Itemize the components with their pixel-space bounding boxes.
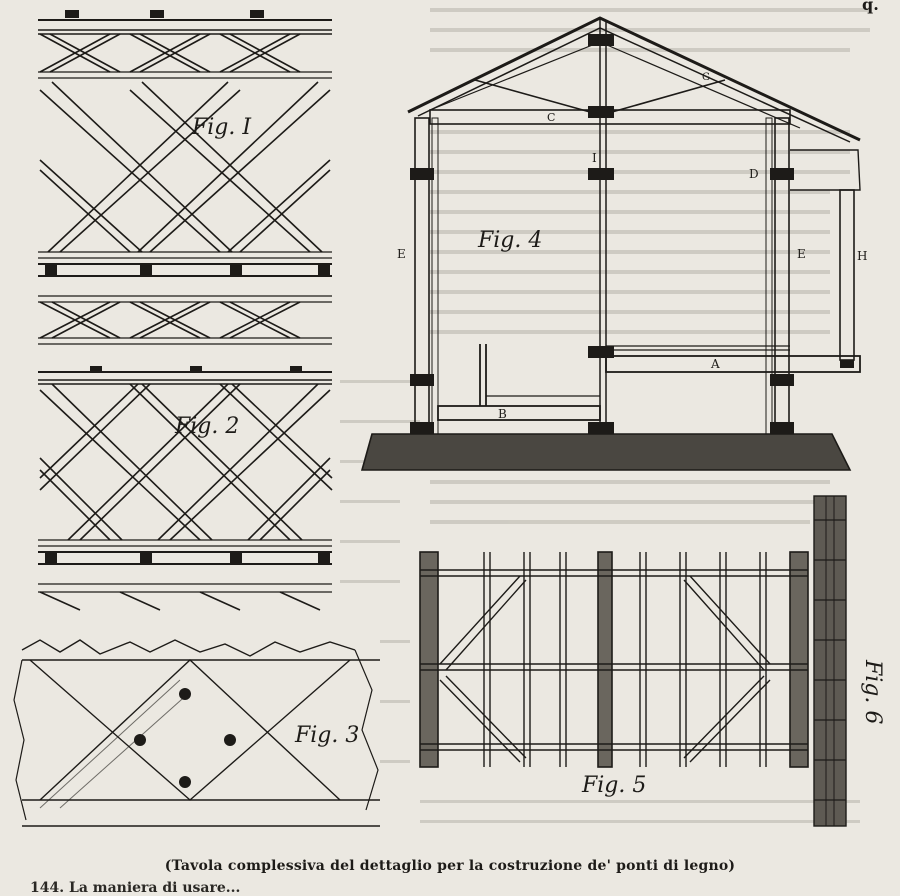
figure-2-label: Fig. 2 xyxy=(175,414,240,439)
figure-6-label: Fig. 6 xyxy=(860,660,885,725)
footer-text-fragment: 144. La maniera di usare... xyxy=(30,880,241,896)
fig4-letter-c: C xyxy=(547,111,556,124)
fig4-letter-d: D xyxy=(749,167,759,181)
figure-1-truss-elevation xyxy=(38,10,332,344)
fig4-letter-h: H xyxy=(857,249,868,263)
figure-4-bridge-section xyxy=(362,18,860,470)
figure-4-label: Fig. 4 xyxy=(478,228,543,253)
figure-6-rail-edge xyxy=(814,496,846,826)
fig4-letter-e-right: E xyxy=(797,247,806,261)
figure-1-label: Fig. I xyxy=(192,115,252,140)
figure-2-truss-elevation xyxy=(38,366,332,610)
figure-5-truss-plan xyxy=(420,552,808,767)
fig4-letter-g: G xyxy=(702,72,710,83)
fig4-letter-i: I xyxy=(592,151,597,165)
fig4-letter-b: B xyxy=(498,407,507,421)
figure-3-label: Fig. 3 xyxy=(295,723,360,748)
fig4-letter-a: A xyxy=(711,357,720,371)
plate-caption: (Tavola complessiva del dettaglio per la costruzione de' ponti di legno) xyxy=(164,858,736,874)
fig4-letter-e-left: E xyxy=(397,247,406,261)
header-fragment: q. xyxy=(862,0,879,14)
figure-5-label: Fig. 5 xyxy=(582,773,647,798)
